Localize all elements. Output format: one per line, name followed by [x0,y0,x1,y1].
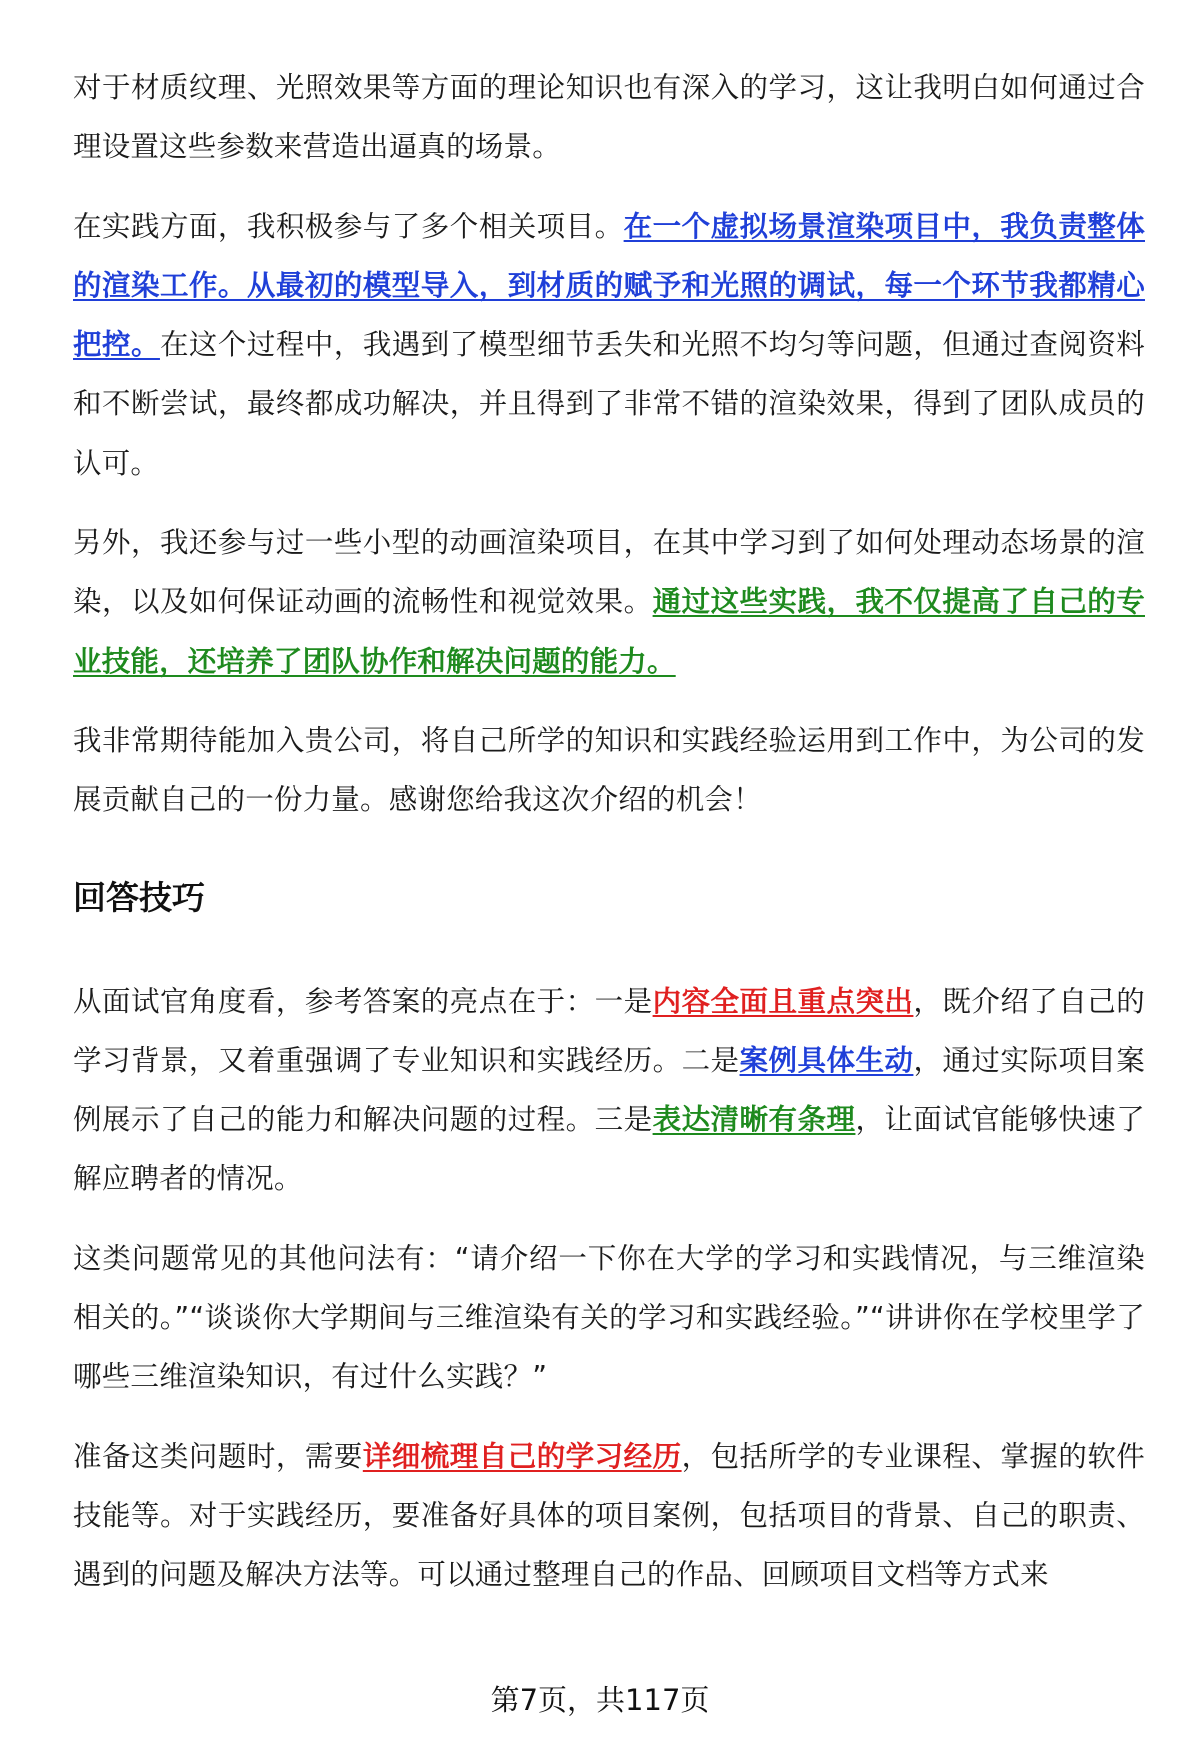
paragraph-text: ，让面试官能够快速了解应聘者的情况。 [73,1103,1145,1196]
highlight-blue: 在一个虚拟场景渲染项目中，我负责整体的渲染工作。从最初的模型导入，到材质的赋予和光照的调试，每一个环节我都精心把控。 [73,209,1145,362]
paragraph-text: 我非常期待能加入贵公司，将自己所学的知识和实践经验运用到工作中，为公司的发展贡献自己的一份力量。感谢您给我这次介绍的机会！ [73,723,1145,817]
document-body [73,58,1145,1605]
highlight-green: 表达清晰有条理 [652,1103,856,1137]
paragraph-preparation [73,1427,1145,1605]
paragraph-variants [73,1229,1145,1407]
highlight-blue: 案例具体生动 [739,1043,914,1077]
paragraph-text: 另外，我还参与过一些小型的动画渲染项目，在其中学习到了如何处理动态场景的渲染，以及如何保证动画的流畅性和视觉效果。 [73,526,1145,619]
paragraph-text: 对于材质纹理、光照效果等方面的理论知识也有深入的学习，这让我明白如何通过合理设置这些参数来营造出逼真的场景。 [73,71,1145,164]
section-heading: 回答技巧 [73,877,205,917]
paragraph-text: ，通过实际项目案例展示了自己的能力和解决问题的过程。三是 [73,1043,1145,1137]
paragraph-text: ，包括所学的专业课程、掌握的软件技能等。对于实践经历，要准备好具体的项目案例，包括项目的背景、自己的职责、遇到的问题及解决方法等。可以通过整理自己的作品、回顾项目文档等方式来 [73,1439,1145,1592]
paragraph-text: 这类问题常见的其他问法有：“请介绍一下你在大学的学习和实践情况，与三维渲染相关的。”“谈谈你大学期间与三维渲染有关的学习和实践经验。”“讲讲你在学校里学了哪些三维渲染知识，有过什么实践？” [73,1241,1145,1394]
paragraph-practice [73,197,1145,493]
highlight-green: 通过这些实践，我不仅提高了自己的专业技能，还培养了团队协作和解决问题的能力。 [73,585,1145,678]
paragraph-text: 在这个过程中，我遇到了模型细节丢失和光照不均匀等问题，但通过查阅资料和不断尝试，最终都成功解决，并且得到了非常不错的渲染效果，得到了团队成员的认可。 [73,328,1145,480]
paragraph-theory [73,58,1145,177]
paragraph-text: 在实践方面，我积极参与了多个相关项目。 [73,209,624,243]
paragraph-closing [73,711,1145,830]
page-number: 第7页，共117页 [490,1683,710,1717]
paragraph-animation [73,513,1145,691]
paragraph-text: 准备这类问题时，需要 [73,1439,363,1473]
paragraph-tips [73,972,1145,1209]
highlight-red: 内容全面且重点突出 [652,984,914,1018]
paragraph-text: 从面试官角度看，参考答案的亮点在于：一是 [73,984,653,1018]
paragraph-text: ，既介绍了自己的学习背景，又着重强调了专业知识和实践经历。二是 [73,984,1145,1077]
highlight-red: 详细梳理自己的学习经历 [362,1439,682,1473]
